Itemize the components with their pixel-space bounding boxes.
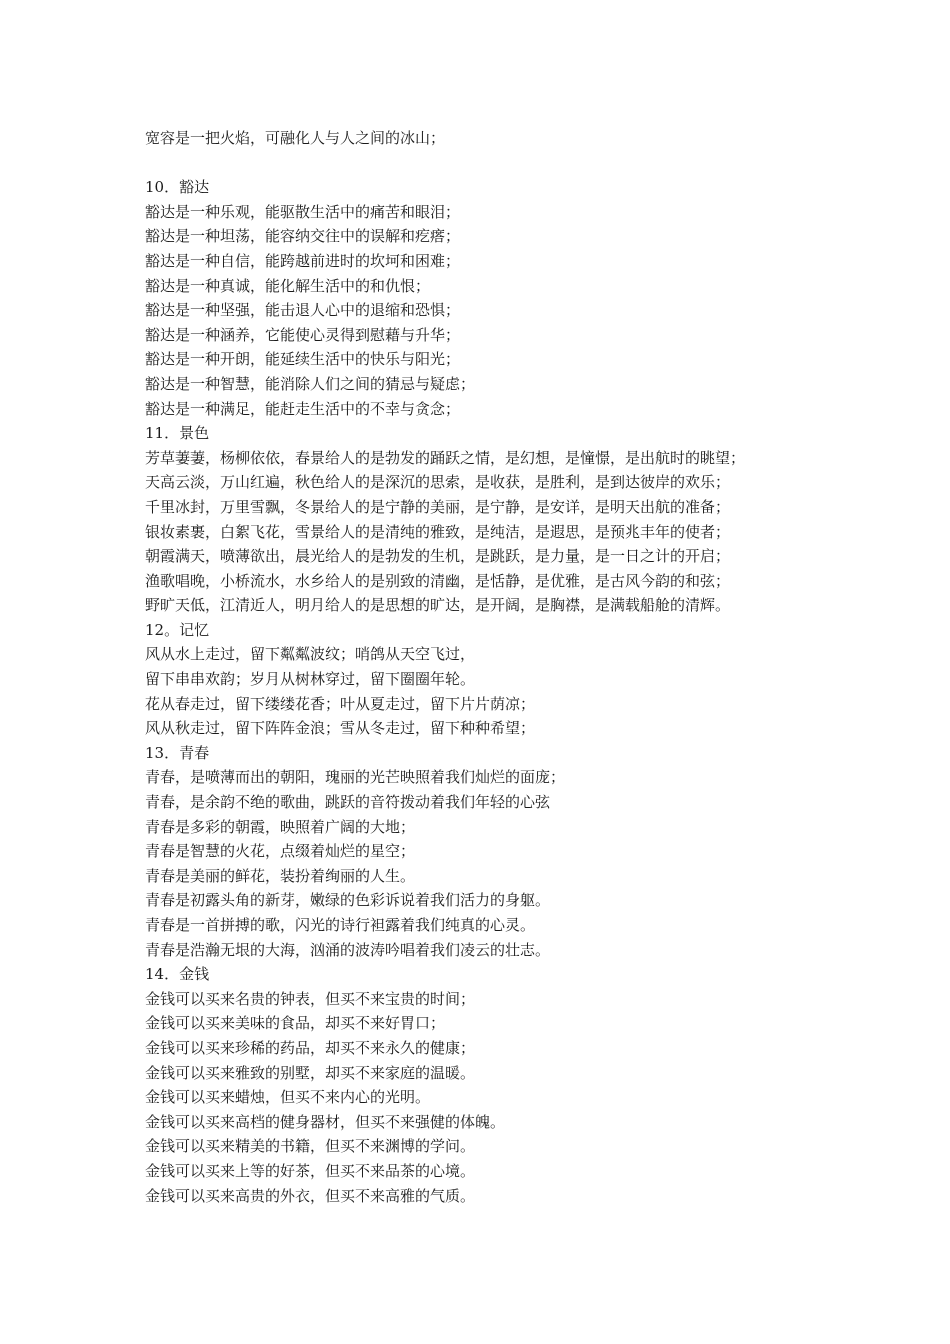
section-13-line: 青春是初露头角的新芽，嫩绿的色彩诉说着我们活力的身躯。 (145, 891, 551, 910)
section-13-line: 青春是一首拼搏的歌，闪光的诗行袒露着我们纯真的心灵。 (145, 916, 536, 934)
section-11-line: 野旷天低，江清近人，明月给人的是思想的旷达，是开阔，是胸襟，是满载船舱的清辉。 (145, 596, 731, 615)
section-11-line: 天高云淡，万山红遍，秋色给人的是深沉的思索，是收获，是胜利，是到达彼岸的欢乐； (145, 473, 731, 492)
section-11-line: 渔歌唱晚，小桥流水，水乡给人的是别致的清幽，是恬静，是优雅，是古风今韵的和弦； (145, 571, 731, 590)
section-13-line: 青春是多彩的朝霞，映照着广阔的大地； (145, 817, 416, 836)
section-13-line: 青春是浩瀚无垠的大海，汹涌的波涛吟唱着我们凌云的壮志。 (145, 940, 551, 959)
section-10-line: 豁达是一种涵养，它能使心灵得到慰藉与升华； (145, 325, 461, 344)
section-14-line: 金钱可以买来高档的健身器材，但买不来强健的体魄。 (145, 1112, 506, 1131)
section-10-line: 豁达是一种坦荡，能容纳交往中的误解和疙瘩； (145, 227, 461, 246)
section-14-line: 金钱可以买来上等的好茶，但买不来品茶的心境。 (145, 1161, 476, 1180)
section-14-line: 金钱可以买来高贵的外衣，但买不来高雅的气质。 (145, 1186, 476, 1205)
section-10-line: 豁达是一种坚强，能击退人心中的退缩和恐惧； (145, 301, 461, 320)
section-12-line: 风从水上走过，留下粼粼波纹；哨鸽从天空飞过， (145, 645, 476, 664)
section-heading-10: 10．豁达 (145, 178, 210, 197)
section-12-line: 花从春走过，留下缕缕花香；叶从夏走过，留下片片荫凉； (145, 694, 536, 713)
section-14-line: 金钱可以买来精美的书籍，但买不来渊博的学问。 (145, 1137, 476, 1156)
section-10-line: 豁达是一种智慧，能消除人们之间的猜忌与疑虑； (145, 374, 476, 393)
section-10-line: 豁达是一种开朗，能延续生活中的快乐与阳光； (145, 350, 461, 369)
section-heading-13: 13．青春 (145, 743, 210, 762)
section-10-line: 豁达是一种乐观，能驱散生活中的痛苦和眼泪； (145, 202, 461, 221)
section-11-line: 芳草萋萋，杨柳依依，春景给人的是勃发的踊跃之情，是幻想，是憧憬，是出航时的眺望； (145, 448, 746, 467)
section-12-line: 留下串串欢韵；岁月从树林穿过，留下圈圈年轮。 (145, 670, 476, 689)
section-13-line: 青春是智慧的火花，点缀着灿烂的星空； (145, 842, 416, 861)
section-14-line: 金钱可以买来雅致的别墅，却买不来家庭的温暖。 (145, 1063, 476, 1082)
section-14-line: 金钱可以买来蜡烛，但买不来内心的光明。 (145, 1088, 431, 1107)
section-14-line: 金钱可以买来美味的食品，却买不来好胃口； (145, 1014, 446, 1033)
section-14-line: 金钱可以买来名贵的钟表，但买不来宝贵的时间； (145, 989, 476, 1008)
section-13-line: 青春，是余韵不绝的歌曲，跳跃的音符拨动着我们年轻的心弦 (145, 793, 551, 812)
section-14-line: 金钱可以买来珍稀的药品，却买不来永久的健康； (145, 1038, 476, 1057)
document-page (145, 126, 865, 1208)
section-10-line: 豁达是一种满足，能赶走生活中的不幸与贪念； (145, 399, 461, 418)
section-11-line: 银妆素裹，白絮飞花，雪景给人的是清纯的雅致，是纯洁，是遐思，是预兆丰年的使者； (145, 522, 731, 541)
section-10-line: 豁达是一种真诚，能化解生活中的和仇恨； (145, 276, 431, 295)
section-heading-14: 14．金钱 (145, 965, 210, 984)
section-heading-11: 11．景色 (145, 424, 210, 443)
intro-line: 宽容是一把火焰，可融化人与人之间的冰山； (145, 129, 446, 147)
section-11-line: 千里冰封，万里雪飘，冬景给人的是宁静的美丽，是宁静，是安详，是明天出航的准备； (145, 497, 731, 516)
section-12-line: 风从秋走过，留下阵阵金浪；雪从冬走过，留下种种希望； (145, 719, 536, 738)
section-heading-12: 12。记忆 (145, 620, 210, 639)
section-13-line: 青春是美丽的鲜花，装扮着绚丽的人生。 (145, 866, 416, 885)
blank-line (145, 151, 865, 176)
section-11-line: 朝霞满天，喷薄欲出，晨光给人的是勃发的生机，是跳跃，是力量，是一日之计的开启； (145, 547, 731, 566)
section-10-line: 豁达是一种自信，能跨越前进时的坎坷和困难； (145, 251, 461, 270)
section-13-line: 青春，是喷薄而出的朝阳，瑰丽的光芒映照着我们灿烂的面庞； (145, 768, 566, 787)
